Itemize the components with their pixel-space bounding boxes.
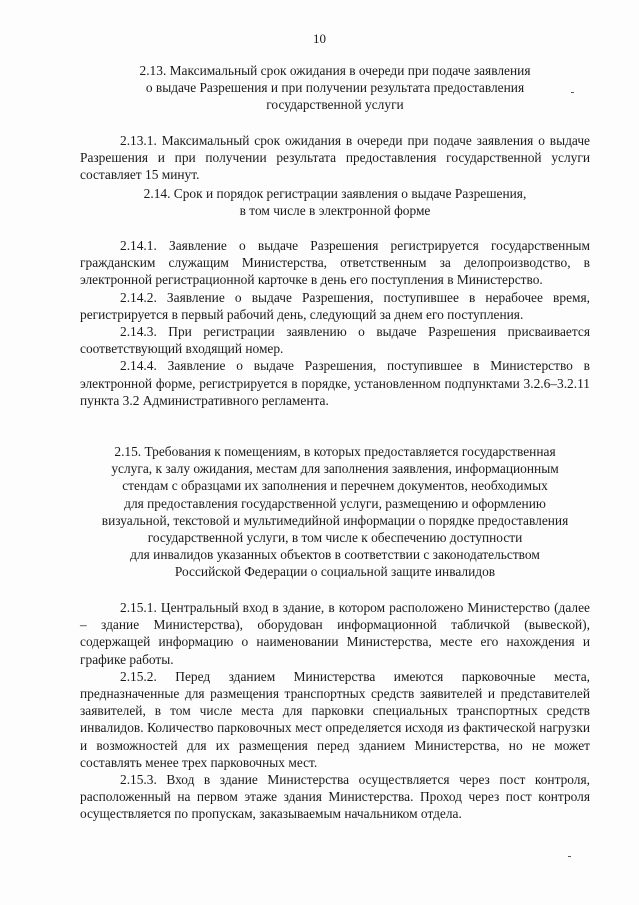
heading-line: 2.13. Максимальный срок ожидания в очереди при подаче заявления [139, 63, 531, 78]
scan-speck [571, 92, 574, 93]
heading-line: 2.14. Срок и порядок регистрации заявления о выдаче Разрешения, [143, 186, 527, 201]
section-2-15-heading [80, 443, 590, 581]
heading-line: Российской Федерации о социальной защите инвалидов [174, 564, 496, 580]
paragraph: 2.15.3. Вход в здание Министерства осуществляется через пост контроля, расположенный на первом этаже здания Министерства. Проход через пост контроля осуществляется по пропускам, заказываемым начальником отдела. [80, 772, 590, 822]
heading-line: 2.15. Требования к помещениям, в которых предоставляется государственная [114, 444, 556, 459]
paragraph: 2.14.2. Заявление о выдаче Разрешения, поступившее в нерабочее время, регистрируется в первый рабочий день, следующий за днем его поступления. [80, 289, 590, 322]
section-2-13-1 [80, 132, 590, 184]
heading-line: в том числе в электронной форме [239, 203, 431, 219]
heading-line: стендам с образцами их заполнения и перечнем документов, необходимых [122, 478, 548, 494]
heading-line: для предоставления государственной услуги, размещению и оформлению [124, 495, 546, 511]
heading-line: государственной услуги, в том числе к обеспечению доступности [147, 530, 523, 546]
heading-line: визуальной, текстовой и мультимедийной информации о порядке предоставления [101, 512, 569, 528]
section-2-15-body [80, 599, 590, 823]
heading-line: государственной услуги [266, 97, 404, 113]
paragraph: 2.15.2. Перед зданием Министерства имеются парковочные места, предназначенные для размещения транспортных средств заявителей и представителей заявителей, в том числе места для парковки специальных транспортных средств инвалидов. Количество парковочных мест определяется исходя из фактической нагрузки и возможностей для их размещения перед зданием Министерства, но не может составлять менее трех парковочных мест. [80, 668, 590, 770]
section-2-14-heading [80, 185, 590, 219]
paragraph: 2.15.1. Центральный вход в здание, в котором расположено Министерство (далее – здание Министерства), оборудован информационной табличкой (вывеской), содержащей информацию о наименовании Министерства, месте его нахождения и графике работы. [80, 600, 590, 667]
scan-speck [568, 856, 571, 857]
heading-line: о выдаче Разрешения и при получении результата предоставления [145, 80, 525, 96]
paragraph: 2.14.4. Заявление о выдаче Разрешения, поступившее в Министерство в электронной форме, регистрируется в порядке, установленном подпунктами 3.2.6–3.2.11 пункта 3.2 Административного регламента. [80, 358, 590, 408]
paragraph: 2.13.1. Максимальный срок ожидания в очереди при подаче заявления о выдаче Разрешения и при получении результата предоставления государственной услуги составляет 15 минут. [80, 133, 590, 183]
paragraph: 2.14.1. Заявление о выдаче Разрешения регистрируется государственным гражданским служащим Министерства, ответственным за делопроизводство, в электронной регистрационной карточке в день его поступления в Министерство. [80, 238, 590, 288]
section-2-14-body [80, 237, 590, 409]
heading-line: услуга, к залу ожидания, местам для заполнения заявления, информационным [111, 461, 559, 477]
heading-line: для инвалидов указанных объектов в соответствии с законодательством [130, 547, 540, 563]
section-2-13-heading [80, 62, 590, 114]
page-number: 10 [313, 31, 326, 46]
paragraph: 2.14.3. При регистрации заявлению о выдаче Разрешения присваивается соответствующий входящий номер. [80, 324, 590, 357]
